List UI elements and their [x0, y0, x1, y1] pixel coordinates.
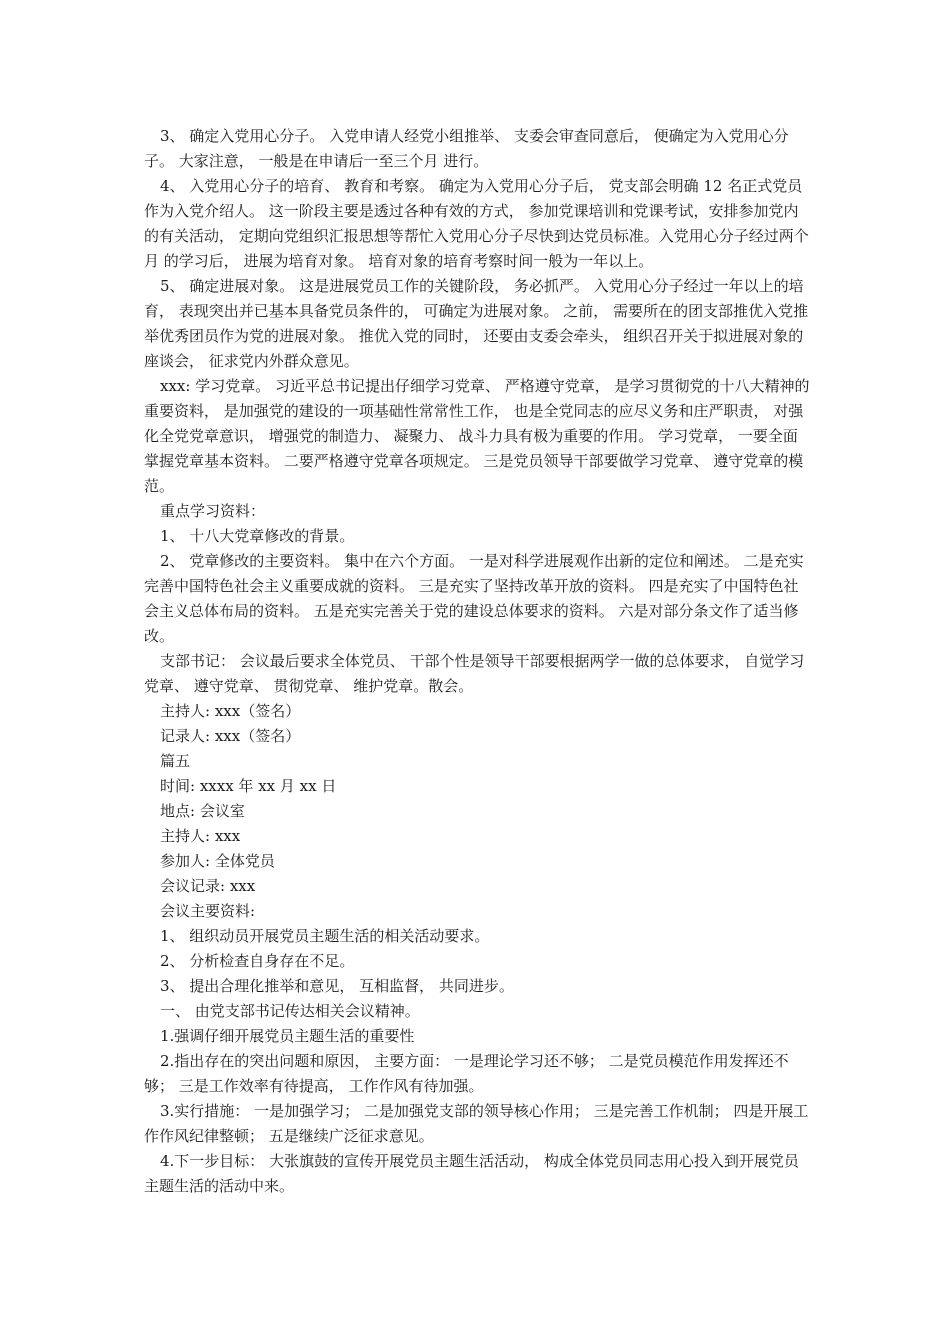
recorder-signature-line: 记录人: xxx（签名）	[160, 727, 301, 745]
meeting-recorder: 会议记录: xxx	[160, 877, 256, 895]
meeting-content-item-2: 2、 分析检查自身存在不足。	[160, 952, 355, 970]
paragraph-study-party-constitution: xxx: 学习党章。 习近平总书记提出仔细学习党章、 严格遵守党章， 是学习贯彻党的十八大精神的重要资料， 是加强党的建设的一项基础性常常性工作， 也是全党同志的应尽义务和庄严职责， 对强化全党党章意识， 增强党的制造力、 凝聚力、 战斗力具有极为重要的作用。 学习党章， 一要全面掌握党章基本资料。 二要严格遵守党章各项规定。 三是党员领导干部要做学习党章、 遵守党章的模范。	[144, 377, 810, 495]
paragraph-branch-secretary: 支部书记： 会议最后要求全体党员、 干部个性是领导干部要根据两学一做的总体要求， 自觉学习党章、 遵守党章、 贯彻党章、 维护党章。散会。	[144, 652, 805, 695]
host-signature-line: 主持人: xxx（签名）	[160, 702, 301, 720]
paragraph-confirm-development-target: 5、 确定进展对象。 这是进展党员工作的关键阶段， 务必抓严。 入党用心分子经过一年以上的培育， 表现突出并已基本具备党员条件的， 可确定为进展对象。 之前， 需要所在的团支部推优入党推举优秀团员作为党的进展对象。 推优入党的同时， 还要由支委会牵头， 组织召开关于拟进展对象的座谈会， 征求党内外群众意见。	[144, 277, 809, 370]
meeting-time: 时间: xxxx 年 xx 月 xx 日	[160, 777, 337, 795]
key-study-item-1: 1、 十八大党章修改的背景。	[160, 527, 355, 545]
paragraph-confirm-activist: 3、 确定入党用心分子。 入党申请人经党小组推举、 支委会审查同意后， 便确定为入党用心分子。 大家注意， 一般是在申请后一至三个月 进行。	[144, 127, 789, 170]
section-one-point-4: 4.下一步目标： 大张旗鼓的宣传开展党员主题生活活动， 构成全体党员同志用心投入到开展党员主题生活的活动中来。	[144, 1152, 799, 1195]
key-study-heading: 重点学习资料：	[160, 502, 266, 520]
section-one-point-2: 2.指出存在的突出问题和原因， 主要方面： 一是理论学习还不够； 二是党员模范作用发挥还不够； 三是工作效率有待提高， 工作作风有待加强。	[144, 1052, 789, 1095]
meeting-host: 主持人: xxx	[160, 827, 241, 845]
meeting-content-heading: 会议主要资料:	[160, 902, 256, 920]
meeting-content-item-1: 1、 组织动员开展党员主题生活的相关活动要求。	[160, 927, 490, 945]
section-one-heading: 一、 由党支部书记传达相关会议精神。	[160, 1002, 420, 1020]
meeting-attendees: 参加人: 全体党员	[160, 852, 275, 870]
key-study-item-2: 2、 党章修改的主要资料。 集中在六个方面。 一是对科学进展观作出新的定位和阐述。 二是充实完善中国特色社会主义重要成就的资料。 三是充实了坚持改革开放的资料。 四是充实了中国特色社会主义总体布局的资料。 五是充实完善关于党的建设总体要求的资料。 六是对部分条文作了适当修改。	[144, 552, 804, 645]
document-body	[144, 124, 812, 1199]
paragraph-activist-training: 4、 入党用心分子的培育、 教育和考察。 确定为入党用心分子后， 党支部会明确 12 名正式党员作为入党介绍人。 这一阶段主要是透过各种有效的方式， 参加党课培训和党课考试，安排参加党内的有关活动， 定期向党组织汇报思想等帮忙入党用心分子尽快到达党员标准。入党用心分子经过两个月 的学习后， 进展为培育对象。 培育对象的培育考察时间一般为一年以上。	[144, 177, 809, 270]
section-one-point-1: 1.强调仔细开展党员主题生活的重要性	[160, 1027, 415, 1045]
meeting-location: 地点: 会议室	[160, 802, 245, 820]
section-title: 篇五	[160, 752, 191, 770]
meeting-content-item-3: 3、 提出合理化推举和意见， 互相监督， 共同进步。	[160, 977, 514, 995]
section-one-point-3: 3.实行措施： 一是加强学习； 二是加强党支部的领导核心作用； 三是完善工作机制； 四是开展工作作风纪律整顿； 五是继续广泛征求意见。	[144, 1102, 809, 1145]
